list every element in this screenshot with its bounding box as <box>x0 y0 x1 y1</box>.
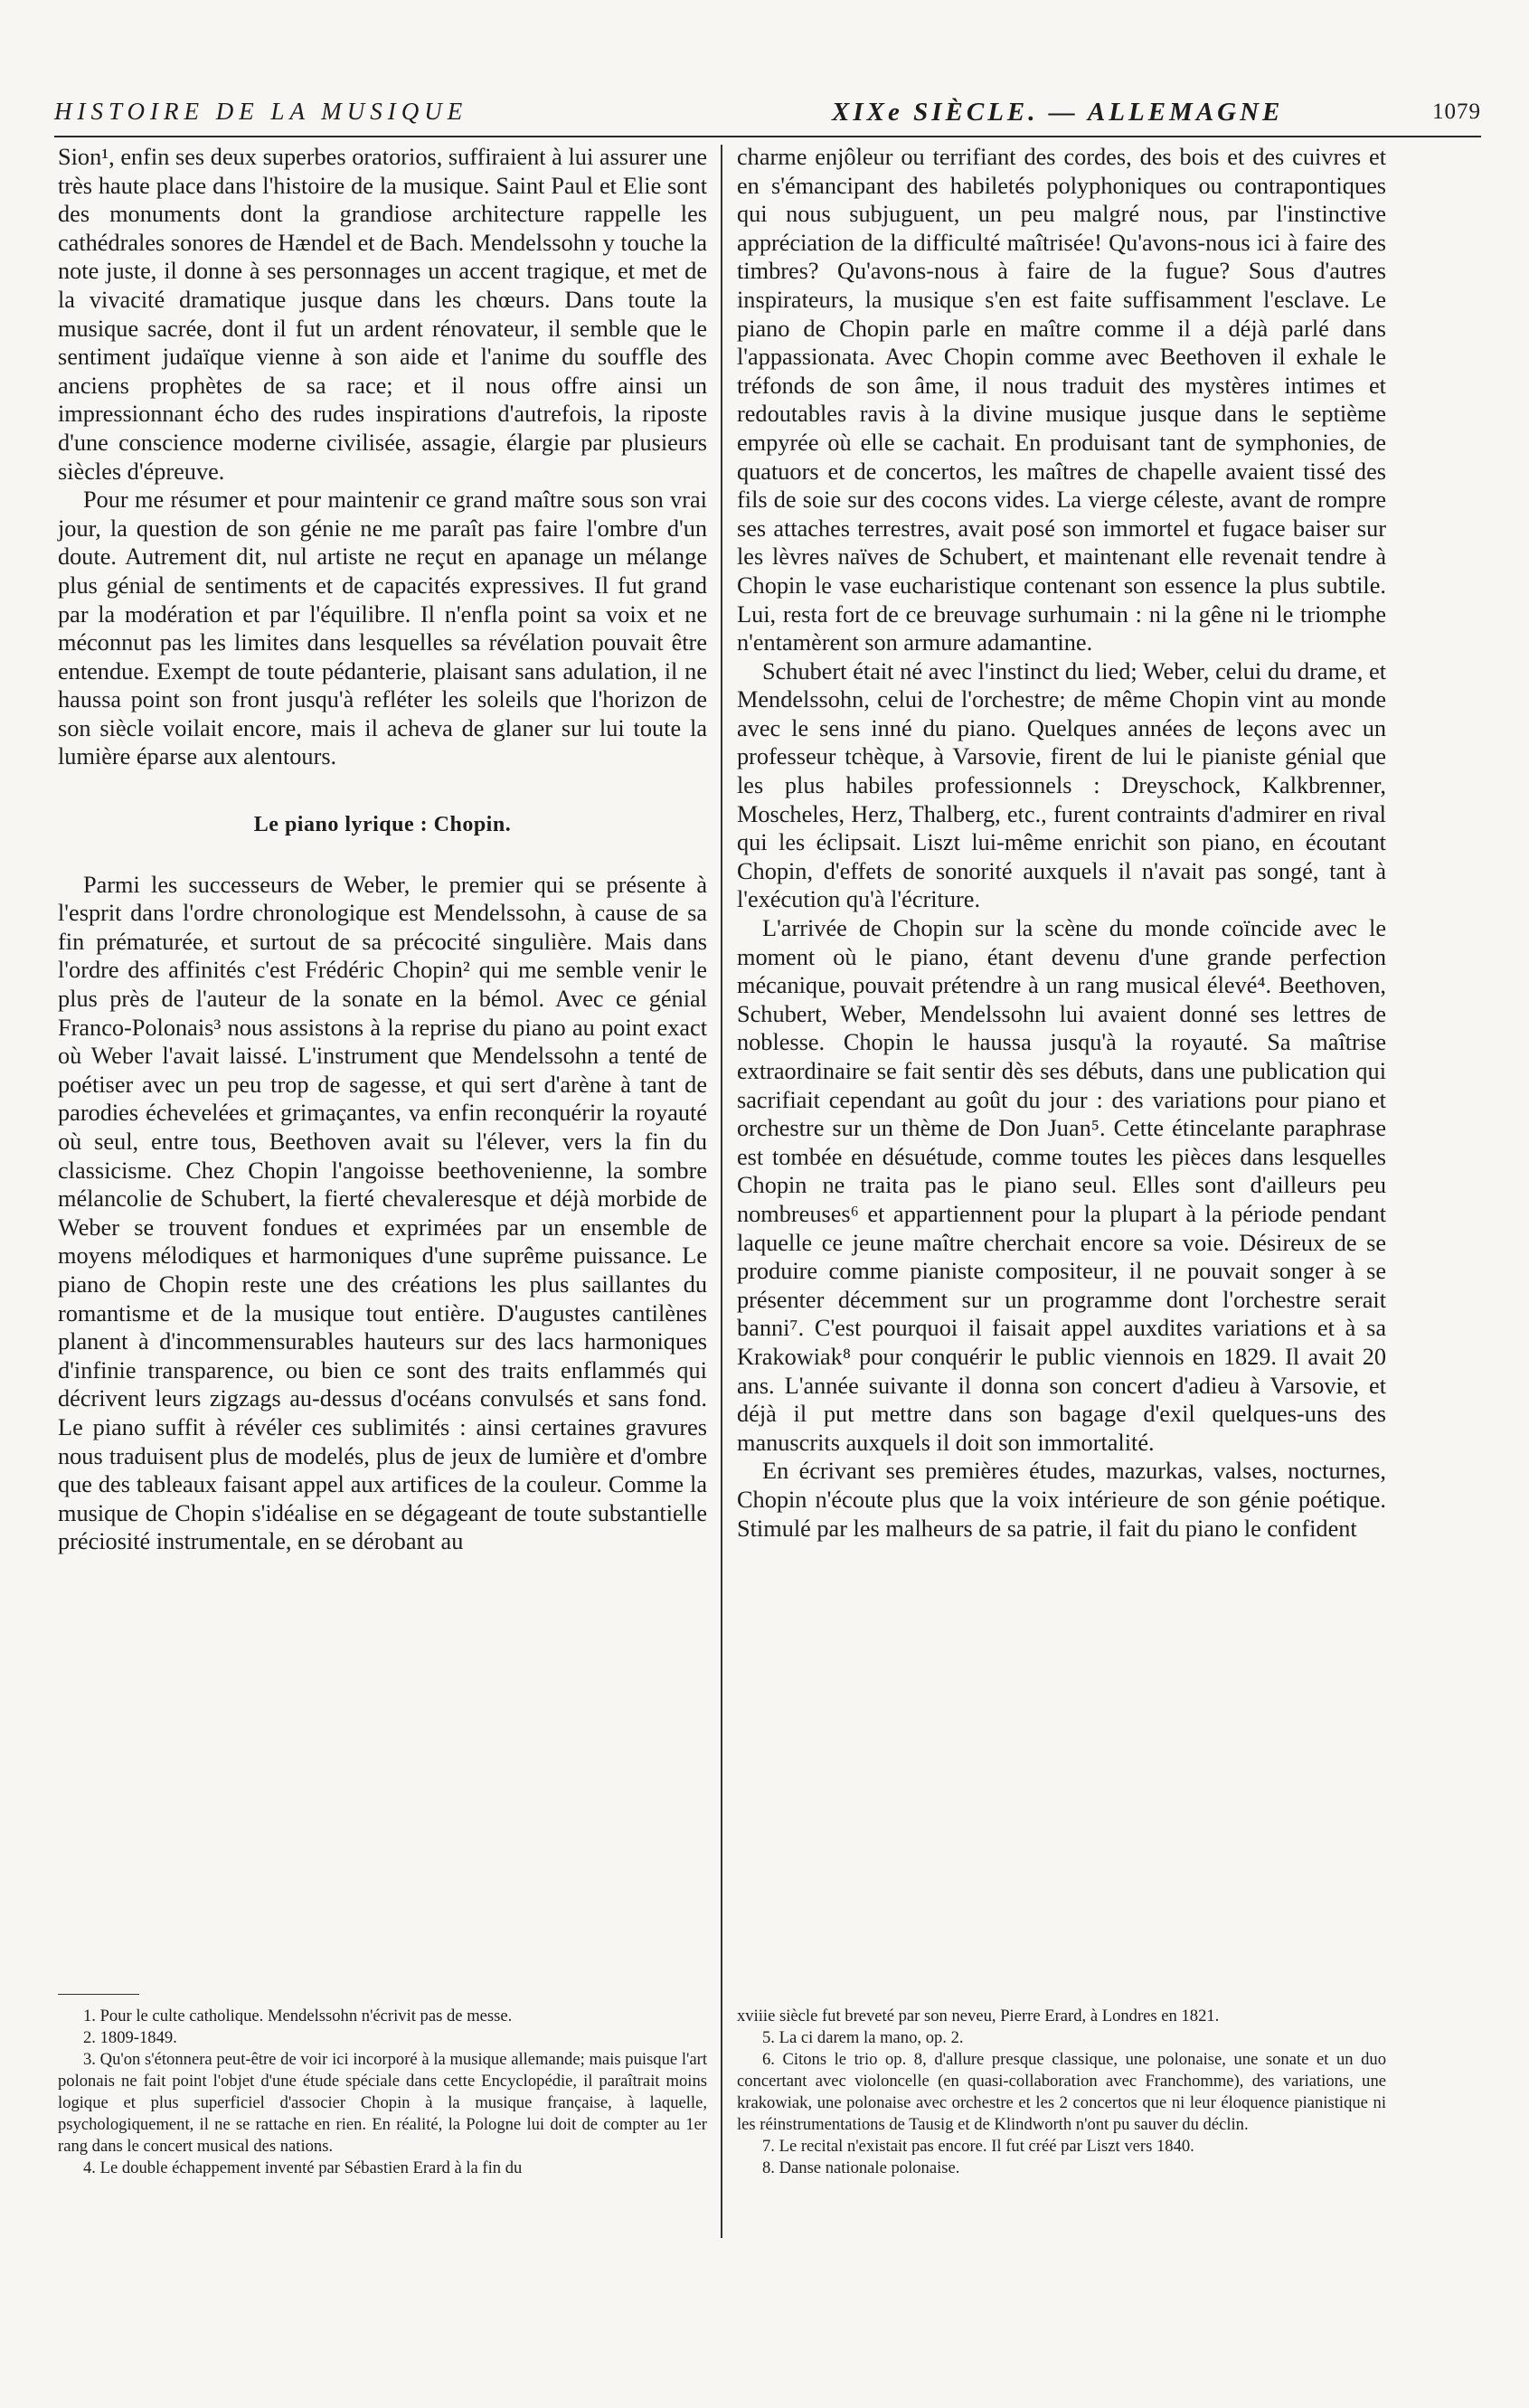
paragraph: charme enjôleur ou terrifiant des cordes, des bois et des cuivres et en s'émancipant des habiletés polyphoniques ou contrapontiques qui nous subjuguent, un peu malgré nous, par l'instinctive appréciation de la difficulté maîtrisée! Qu'avons-nous ici à faire des timbres? Qu'avons-nous à faire de la fugue? Sous d'autres inspirateurs, la musique s'en est faite suffisamment l'esclave. Le piano de Chopin parle en maître comme il a déjà parlé dans l'appassionata. Avec Chopin comme avec Beethoven il exhale le tréfonds de son âme, il nous traduit des mystères intimes et redoutables ravis à la divine musique jusque dans le septième empyrée où elle se cachait. En produisant tant de symphonies, de quatuors et de concertos, les maîtres de chapelle avaient tissé des fils de soie sur des cocons vides. La vierge céleste, avant de rompre ses attaches terrestres, avait posé son immortel et fugace baiser sur les lèvres naïves de Schubert, et maintenant elle revenait tendre à Chopin le vase eucharistique contenant son essence la plus subtile. Lui, resta fort de ce breuvage surhumain : ni la gêne ni le triomphe n'entamèrent son armure adamantine. <box>737 144 1386 656</box>
footnotes-left <box>58 2006 707 2179</box>
footnote: 2. 1809-1849. <box>83 2028 177 2047</box>
column-divider <box>721 145 722 2238</box>
footnote: 1. Pour le culte catholique. Mendelssohn n'écrivit pas de messe. <box>83 2007 513 2026</box>
footnote-rule <box>58 1994 139 1995</box>
header-title-right: XIXe SIÈCLE. — ALLEMAGNE <box>832 98 1284 127</box>
page-number: 1079 <box>1432 99 1481 124</box>
footnote: 8. Danse nationale polonaise. <box>762 2158 960 2177</box>
footnotes-right <box>737 2006 1386 2179</box>
paragraph: L'arrivée de Chopin sur la scène du monde coïncide avec le moment où le piano, étant devenu d'une grande perfection mécanique, pouvait prétendre à un rang musical élevé⁴. Beethoven, Schubert, Weber, Mendelssohn lui avaient donné ses lettres de noblesse. Chopin le haussa jusqu'à la royauté. Sa maîtrise extraordinaire se fait sentir dès ses débuts, dans une publication qui sacrifiait cependant au goût du jour : des variations pour piano et orchestre sur un thème de Don Juan⁵. Cette étincelante paraphrase est tombée en désuétude, comme toutes les pièces dans lesquelles Chopin ne traita pas le piano seul. Elles sont d'ailleurs peu nombreuses⁶ et appartiennent pour la plupart à la période pendant laquelle ce jeune maître cherchait encore sa voie. Désireux de se produire comme pianiste compositeur, il ne pouvait songer à se présenter décemment sur un programme dont l'orchestre serait banni⁷. C'est pourquoi il faisait appel auxdites variations et à sa Krakowiak⁸ pour conquérir le public viennois en 1829. Il avait 20 ans. L'année suivante il donna son concert d'adieu à Varsovie, et déjà il put mettre dans son bagage d'exil quelques-uns des manuscrits auxquels il doit son immortalité. <box>737 915 1386 1456</box>
footnote: 7. Le recital n'existait pas encore. Il fut créé par Liszt vers 1840. <box>762 2137 1194 2156</box>
paragraph: Sion¹, enfin ses deux superbes oratorios, suffiraient à lui assurer une très haute place dans l'histoire de la musique. Saint Paul et Elie sont des monuments dont la grandiose architecture rappelle les cathédrales sonores de Hændel et de Bach. Mendelssohn y touche la note juste, il donne à ses personnages un accent tragique, et met de la vivacité dramatique jusque dans les chœurs. Dans toute la musique sacrée, dont il fut un ardent rénovateur, il semble que le sentiment judaïque vienne à son aide et l'anime du souffle des anciens prophètes de sa race; et il nous offre ainsi un impressionnant écho des rudes inspirations d'autrefois, la riposte d'une conscience moderne civilisée, assagie, élargie par plusieurs siècles d'épreuve. <box>58 144 707 485</box>
section-heading: Le piano lyrique : Chopin. <box>253 813 512 837</box>
header-title-left: HISTOIRE DE LA MUSIQUE <box>54 98 468 125</box>
paragraph: En écrivant ses premières études, mazurkas, valses, nocturnes, Chopin n'écoute plus que la voix intérieure de son génie poétique. Stimulé par les malheurs de sa patrie, il fait du piano le confident <box>737 1458 1386 1542</box>
footnote: 5. La ci darem la mano, op. 2. <box>762 2028 964 2047</box>
paragraph: Pour me résumer et pour maintenir ce grand maître sous son vrai jour, la question de son génie ne me paraît pas faire l'ombre d'un doute. Autrement dit, nul artiste ne reçut en apanage un mélange plus génial de sentiments et de capacités expressives. Il fut grand par la modération et par l'équilibre. Il n'enfla point sa voix et ne méconnut pas les limites dans lesquelles sa révélation pouvait être entendue. Exempt de toute pédanterie, plaisant sans adulation, il ne haussa point son front jusqu'à refléter les soleils que l'horizon de son siècle voilait encore, mais il acheva de glaner sur lui toute la lumière éparse aux alentours. <box>58 486 707 770</box>
running-header <box>54 98 1481 137</box>
footnote: 4. Le double échappement inventé par Sébastien Erard à la fin du <box>83 2158 523 2177</box>
footnote: xviiie siècle fut breveté par son neveu, Pierre Erard, à Londres en 1821. <box>737 2007 1220 2026</box>
footnote: 3. Qu'on s'étonnera peut-être de voir ici incorporé à la musique allemande; mais puisque l'art polonais ne fait point l'objet d'une étude spéciale dans cette Encyclopédie, il paraîtrait moins logique et plus superficiel d'associer Chopin à la musique française, à laquelle, psychologiquement, il ne se rattache en rien. En réalité, la Pologne lui doit de compter au 1er rang dans le concert musical des nations. <box>58 2050 707 2156</box>
paragraph: Parmi les successeurs de Weber, le premier qui se présente à l'esprit dans l'ordre chronologique est Mendelssohn, à cause de sa fin prématurée, et surtout de sa précocité singulière. Mais dans l'ordre des affinités c'est Frédéric Chopin² qui me semble venir le plus près de l'auteur de la sonate en la bémol. Avec ce génial Franco-Polonais³ nous assistons à la reprise du piano au point exact où Weber l'avait laissé. L'instrument que Mendelssohn a tenté de poétiser avec un peu trop de sagesse, et qui sert d'arène à tant de parodies échevelées et grimaçantes, va enfin reconquérir la royauté où seul, entre tous, Beethoven avait su l'élever, vers la fin du classicisme. Chez Chopin l'angoisse beethovenienne, la sombre mélancolie de Schubert, la fierté chevaleresque et déjà morbide de Weber se trouvent fondues et exprimées par un ensemble de moyens mélodiques et harmoniques d'une suprême puissance. Le piano de Chopin reste une des créations les plus saillantes du romantisme et de la musique tout entière. D'augustes cantilènes planent à d'incommensurables hauteurs sur des lacs harmoniques d'infinie transparence, ou bien ce sont des traits enflammés qui décrivent leurs zigzags au-dessus d'océans convulsés et sans fond. Le piano suffit à révéler ces sublimités : ainsi certaines gravures nous traduisent plus de modelés, plus de jeux de lumière et d'ombre que des tableaux faisant appel aux artifices de la couleur. Comme la musique de Chopin s'idéalise en se dégageant de toute substantielle préciosité instrumentale, en se dérobant au <box>58 871 707 1555</box>
footnote: 6. Citons le trio op. 8, d'allure presque classique, une polonaise, une sonate et un duo concertant avec violoncelle (en quasi-collaboration avec Franchomme), des variations, une krakowiak, une polonaise avec orchestre et les 2 concertos que ni leur éloquence pianistique ni les réinstrumentations de Tausig et de Klindworth n'ont pu sauver du déclin. <box>737 2050 1386 2134</box>
header-rule <box>54 136 1481 137</box>
left-column <box>58 143 707 1556</box>
paragraph: Schubert était né avec l'instinct du lied; Weber, celui du drame, et Mendelssohn, celui de l'orchestre; de même Chopin vint au monde avec le sens inné du piano. Quelques années de leçons avec un professeur tchèque, à Varsovie, firent de lui le pianiste génial que les plus habiles professionnels : Dreyschock, Kalkbrenner, Moscheles, Herz, Thalberg, etc., furent contraints d'admirer en rival qui les éclipsait. Liszt lui-même enrichit son piano, en écoutant Chopin, d'effets de sonorité auxquels il n'avait pas songé, tant à l'exécution qu'à l'écriture. <box>737 657 1386 913</box>
right-column <box>737 143 1386 1543</box>
